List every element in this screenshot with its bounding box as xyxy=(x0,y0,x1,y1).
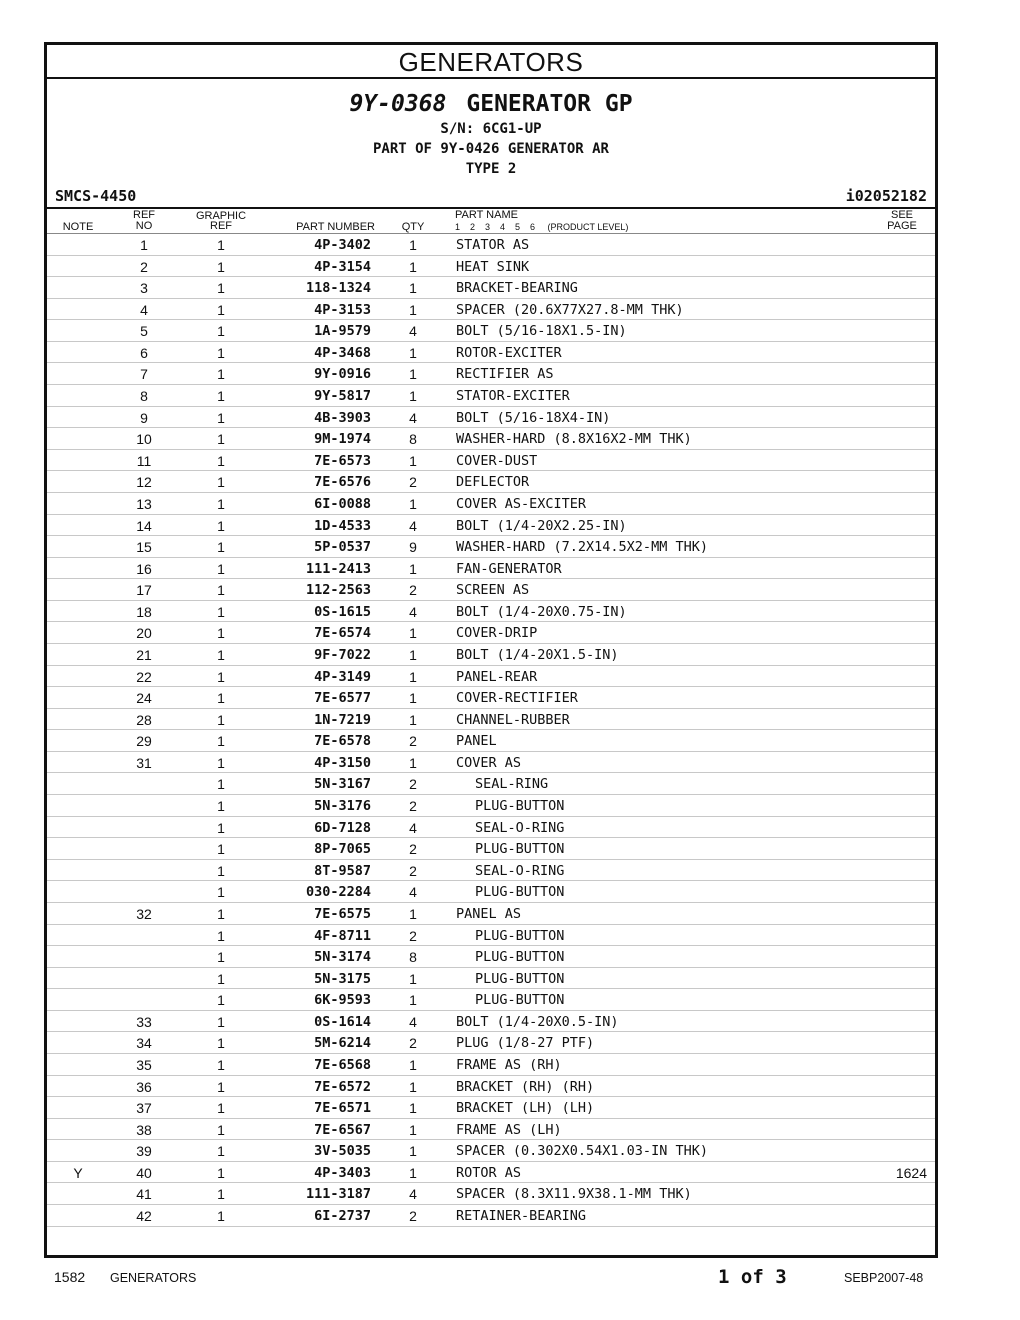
ref-number: 7 xyxy=(140,366,148,383)
part-name: PLUG-BUTTON xyxy=(475,884,565,901)
part-number: 5N-3175 xyxy=(314,970,371,987)
table-row xyxy=(47,363,935,385)
quantity: 2 xyxy=(409,927,417,944)
part-number: 5M-6214 xyxy=(314,1035,371,1052)
ref-number: 21 xyxy=(136,646,152,663)
quantity: 1 xyxy=(409,388,417,405)
table-row xyxy=(47,536,935,558)
graphic-ref: 1 xyxy=(217,237,225,253)
ref-number: 37 xyxy=(136,1100,152,1117)
table-row xyxy=(47,730,935,752)
column-header xyxy=(47,209,935,234)
col-ref-bottom: NO xyxy=(135,220,153,232)
table-row xyxy=(47,666,935,688)
part-number: 7E-6568 xyxy=(314,1056,371,1073)
quantity: 4 xyxy=(409,517,417,534)
ref-number: 31 xyxy=(136,754,152,771)
quantity: 4 xyxy=(409,603,417,620)
part-name: WASHER-HARD (8.8X16X2-MM THK) xyxy=(456,431,692,448)
part-name: BRACKET (LH) (LH) xyxy=(456,1100,595,1117)
part-name: STATOR AS xyxy=(456,237,530,253)
quantity: 1 xyxy=(409,1056,417,1073)
graphic-ref: 1 xyxy=(217,258,225,275)
col-levels: 1 2 3 4 5 6 (PRODUCT LEVEL) xyxy=(455,222,629,232)
col-qty: QTY xyxy=(401,221,425,233)
part-number: 4F-8711 xyxy=(314,927,371,944)
part-number: 1N-7219 xyxy=(314,711,371,728)
part-number: 7E-6575 xyxy=(314,905,371,922)
part-number: 8P-7065 xyxy=(314,841,371,858)
graphic-ref: 1 xyxy=(217,711,225,728)
part-number: 7E-6574 xyxy=(314,625,371,642)
quantity: 4 xyxy=(409,819,417,836)
graphic-ref: 1 xyxy=(217,366,225,383)
group-title xyxy=(47,89,935,119)
part-number: 3V-5035 xyxy=(314,1143,371,1160)
part-number: 5N-3174 xyxy=(314,949,371,966)
section-title: GENERATORS xyxy=(47,45,935,79)
quantity: 2 xyxy=(409,1035,417,1052)
col-see-top: SEE xyxy=(890,209,913,221)
graphic-ref: 1 xyxy=(217,280,225,297)
graphic-ref: 1 xyxy=(217,409,225,426)
table-row xyxy=(47,709,935,731)
table-row xyxy=(47,558,935,580)
table-row xyxy=(47,385,935,407)
graphic-ref: 1 xyxy=(217,495,225,512)
part-name: PANEL-REAR xyxy=(456,668,538,685)
part-number: 7E-6577 xyxy=(314,690,371,707)
table-row xyxy=(47,407,935,429)
graphic-ref: 1 xyxy=(217,841,225,858)
graphic-ref: 1 xyxy=(217,1035,225,1052)
part-name: FRAME AS (LH) xyxy=(456,1121,562,1138)
part-number: 0S-1615 xyxy=(314,603,371,620)
quantity: 1 xyxy=(409,1100,417,1117)
table-row xyxy=(47,752,935,774)
part-number: 1D-4533 xyxy=(314,517,371,534)
part-name: BRACKET (RH) (RH) xyxy=(456,1078,595,1095)
col-graphic-top: GRAPHIC xyxy=(195,210,247,222)
table-row xyxy=(47,1054,935,1076)
part-number: 6I-2737 xyxy=(314,1208,371,1225)
graphic-ref: 1 xyxy=(217,1121,225,1138)
part-number: 5N-3167 xyxy=(314,776,371,793)
table-row xyxy=(47,1140,935,1162)
ref-number: 4 xyxy=(140,301,148,318)
table-row xyxy=(47,601,935,623)
part-name: PANEL AS xyxy=(456,905,522,922)
table-row xyxy=(47,817,935,839)
quantity: 2 xyxy=(409,474,417,491)
table-row xyxy=(47,256,935,278)
quantity: 1 xyxy=(409,237,417,253)
table-row xyxy=(47,299,935,321)
ref-number: 16 xyxy=(136,560,152,577)
part-number: 6D-7128 xyxy=(314,819,371,836)
page-footer xyxy=(0,1266,1020,1296)
footer-page-number: 1582 xyxy=(54,1269,86,1285)
quantity: 4 xyxy=(409,1013,417,1030)
quantity: 4 xyxy=(409,323,417,340)
graphic-ref: 1 xyxy=(217,539,225,556)
graphic-ref: 1 xyxy=(217,862,225,879)
quantity: 1 xyxy=(409,1164,417,1181)
part-name: PLUG-BUTTON xyxy=(475,970,565,987)
graphic-ref: 1 xyxy=(217,582,225,599)
table-row xyxy=(47,1162,935,1184)
table-row xyxy=(47,320,935,342)
part-name: SPACER (8.3X11.9X38.1-MM THK) xyxy=(456,1186,692,1203)
part-name: BOLT (1/4-20X0.5-IN) xyxy=(456,1013,619,1030)
quantity: 2 xyxy=(409,582,417,599)
graphic-ref: 1 xyxy=(217,1143,225,1160)
table-row xyxy=(47,450,935,472)
graphic-ref: 1 xyxy=(217,560,225,577)
ref-number: 36 xyxy=(136,1078,152,1095)
ref-number: 8 xyxy=(140,388,148,405)
table-row xyxy=(47,1076,935,1098)
graphic-ref: 1 xyxy=(217,301,225,318)
graphic-ref: 1 xyxy=(217,603,225,620)
quantity: 1 xyxy=(409,366,417,383)
part-number: 9Y-0916 xyxy=(314,366,371,383)
col-ref-top: REF xyxy=(133,209,155,221)
part-number: 6K-9593 xyxy=(314,992,371,1009)
ref-number: 3 xyxy=(140,280,148,297)
quantity: 1 xyxy=(409,1121,417,1138)
part-name: COVER-DRIP xyxy=(456,625,538,642)
quantity: 2 xyxy=(409,798,417,815)
quantity: 1 xyxy=(409,646,417,663)
ref-number: 6 xyxy=(140,344,148,361)
table-row xyxy=(47,579,935,601)
table-row xyxy=(47,860,935,882)
parts-page xyxy=(44,42,938,1258)
graphic-ref: 1 xyxy=(217,798,225,815)
quantity: 1 xyxy=(409,905,417,922)
part-number: 4P-3149 xyxy=(314,668,371,685)
ref-number: 14 xyxy=(136,517,152,534)
ref-number: 22 xyxy=(136,668,152,685)
part-number: 6I-0088 xyxy=(314,495,371,512)
table-row xyxy=(47,1119,935,1141)
see-page: 1624 xyxy=(895,1164,927,1181)
quantity: 2 xyxy=(409,1208,417,1225)
ref-number: 32 xyxy=(136,905,152,922)
table-row xyxy=(47,925,935,947)
graphic-ref: 1 xyxy=(217,754,225,771)
part-number: 7E-6578 xyxy=(314,733,371,750)
table-row xyxy=(47,515,935,537)
part-name: ROTOR-EXCITER xyxy=(456,344,562,361)
table-row xyxy=(47,493,935,515)
graphic-ref: 1 xyxy=(217,949,225,966)
part-name: RECTIFIER AS xyxy=(456,366,554,383)
part-number: 4P-3468 xyxy=(314,344,371,361)
quantity: 1 xyxy=(409,495,417,512)
col-part-name: PART NAME xyxy=(455,209,518,221)
part-name: CHANNEL-RUBBER xyxy=(456,711,570,728)
graphic-ref: 1 xyxy=(217,1164,225,1181)
quantity: 4 xyxy=(409,884,417,901)
part-name: PLUG-BUTTON xyxy=(475,798,565,815)
table-row xyxy=(47,838,935,860)
ref-number: 18 xyxy=(136,603,152,620)
quantity: 4 xyxy=(409,409,417,426)
part-number: 7E-6571 xyxy=(314,1100,371,1117)
graphic-ref: 1 xyxy=(217,1208,225,1225)
ref-number: 11 xyxy=(136,452,152,469)
part-name: SEAL-RING xyxy=(475,776,549,793)
table-row xyxy=(47,968,935,990)
group-name: GENERATOR GP xyxy=(466,91,633,117)
part-name: SCREEN AS xyxy=(456,582,530,599)
ref-number: 17 xyxy=(136,582,152,599)
part-name: RETAINER-BEARING xyxy=(456,1208,587,1225)
table-row xyxy=(47,342,935,364)
table-row xyxy=(47,795,935,817)
part-number: 9M-1974 xyxy=(314,431,371,448)
table-row xyxy=(47,471,935,493)
part-number: 4P-3403 xyxy=(314,1164,371,1181)
part-name: FAN-GENERATOR xyxy=(456,560,562,577)
part-name: SPACER (0.302X0.54X1.03-IN THK) xyxy=(456,1143,708,1160)
quantity: 9 xyxy=(409,539,417,556)
table-row xyxy=(47,1032,935,1054)
graphic-ref: 1 xyxy=(217,819,225,836)
footer-section: GENERATORS xyxy=(110,1271,197,1285)
part-number: 111-3187 xyxy=(305,1186,371,1203)
col-graphic-bottom: REF xyxy=(210,220,232,232)
footer-document: SEBP2007-48 xyxy=(844,1271,924,1285)
part-name: COVER-DUST xyxy=(456,452,538,469)
graphic-ref: 1 xyxy=(217,776,225,793)
quantity: 1 xyxy=(409,690,417,707)
part-name: PLUG-BUTTON xyxy=(475,992,565,1009)
quantity: 1 xyxy=(409,970,417,987)
graphic-ref: 1 xyxy=(217,1078,225,1095)
part-of: PART OF 9Y-0426 GENERATOR AR xyxy=(372,141,609,157)
part-number: 112-2563 xyxy=(305,582,371,599)
ref-number: 15 xyxy=(136,539,152,556)
part-number: 111-2413 xyxy=(305,560,371,577)
graphic-ref: 1 xyxy=(217,388,225,405)
table-row xyxy=(47,644,935,666)
ref-number: 39 xyxy=(136,1143,152,1160)
part-name: SEAL-O-RING xyxy=(475,862,565,879)
part-name: BOLT (5/16-18X1.5-IN) xyxy=(456,323,627,340)
part-name: PLUG (1/8-27 PTF) xyxy=(456,1035,595,1052)
part-name: BOLT (1/4-20X2.25-IN) xyxy=(456,517,627,534)
table-row xyxy=(47,881,935,903)
quantity: 1 xyxy=(409,1143,417,1160)
ref-number: 13 xyxy=(136,495,152,512)
ref-number: 38 xyxy=(136,1121,152,1138)
table-row xyxy=(47,1097,935,1119)
ref-number: 33 xyxy=(136,1013,152,1030)
quantity: 1 xyxy=(409,560,417,577)
table-row xyxy=(47,428,935,450)
quantity: 2 xyxy=(409,841,417,858)
part-name: DEFLECTOR xyxy=(456,474,530,491)
quantity: 1 xyxy=(409,668,417,685)
quantity: 8 xyxy=(409,431,417,448)
quantity: 2 xyxy=(409,862,417,879)
table-row xyxy=(47,234,935,256)
ref-number: 2 xyxy=(140,258,148,275)
ref-number: 29 xyxy=(136,733,152,750)
table-row xyxy=(47,622,935,644)
graphic-ref: 1 xyxy=(217,992,225,1009)
smcs-code: SMCS-4450 xyxy=(55,187,137,205)
quantity: 1 xyxy=(409,754,417,771)
table-row xyxy=(47,1183,935,1205)
quantity: 1 xyxy=(409,711,417,728)
part-number: 4P-3154 xyxy=(314,258,371,275)
part-number: 5N-3176 xyxy=(314,798,371,815)
part-name: BOLT (1/4-20X1.5-IN) xyxy=(456,646,619,663)
ref-number: 34 xyxy=(136,1035,152,1052)
graphic-ref: 1 xyxy=(217,431,225,448)
graphic-ref: 1 xyxy=(217,646,225,663)
ref-number: 41 xyxy=(136,1186,152,1203)
type-label: TYPE 2 xyxy=(465,161,517,177)
col-note: NOTE xyxy=(62,221,94,233)
part-name: BRACKET-BEARING xyxy=(456,280,578,297)
part-name: HEAT SINK xyxy=(456,258,530,275)
table-row xyxy=(47,773,935,795)
part-number: 5P-0537 xyxy=(314,539,371,556)
part-number: 4B-3903 xyxy=(314,409,371,426)
part-number: 8T-9587 xyxy=(314,862,371,879)
part-name: PLUG-BUTTON xyxy=(475,841,565,858)
parts-table xyxy=(47,234,935,1227)
quantity: 8 xyxy=(409,949,417,966)
part-number: 7E-6573 xyxy=(314,452,371,469)
ref-number: 28 xyxy=(136,711,152,728)
ref-number: 9 xyxy=(140,409,148,426)
part-name: PLUG-BUTTON xyxy=(475,927,565,944)
part-name: FRAME AS (RH) xyxy=(456,1056,562,1073)
quantity: 2 xyxy=(409,733,417,750)
ref-number: 24 xyxy=(136,690,152,707)
graphic-ref: 1 xyxy=(217,625,225,642)
part-number: 9F-7022 xyxy=(314,646,371,663)
graphic-ref: 1 xyxy=(217,927,225,944)
illustration-id: i02052182 xyxy=(845,187,927,205)
part-name: COVER-RECTIFIER xyxy=(456,690,578,707)
group-header xyxy=(47,79,935,185)
graphic-ref: 1 xyxy=(217,474,225,491)
graphic-ref: 1 xyxy=(217,452,225,469)
ref-number: 5 xyxy=(140,323,148,340)
part-name: COVER AS-EXCITER xyxy=(456,495,587,512)
graphic-ref: 1 xyxy=(217,733,225,750)
ref-number: 40 xyxy=(136,1164,152,1181)
graphic-ref: 1 xyxy=(217,517,225,534)
quantity: 1 xyxy=(409,280,417,297)
part-number: 030-2284 xyxy=(305,884,371,901)
part-name: STATOR-EXCITER xyxy=(456,388,570,405)
graphic-ref: 1 xyxy=(217,690,225,707)
graphic-ref: 1 xyxy=(217,344,225,361)
graphic-ref: 1 xyxy=(217,884,225,901)
quantity: 1 xyxy=(409,1078,417,1095)
part-name: BOLT (1/4-20X0.75-IN) xyxy=(456,603,627,620)
serial-range: S/N: 6CG1-UP xyxy=(440,121,542,137)
part-name: ROTOR AS xyxy=(456,1164,522,1181)
col-part-number: PART NUMBER xyxy=(296,221,375,233)
ref-number: 20 xyxy=(136,625,152,642)
graphic-ref: 1 xyxy=(217,323,225,340)
part-number: 118-1324 xyxy=(305,280,371,297)
quantity: 1 xyxy=(409,301,417,318)
part-name: BOLT (5/16-18X4-IN) xyxy=(456,409,611,426)
quantity: 1 xyxy=(409,258,417,275)
quantity: 1 xyxy=(409,625,417,642)
part-name: WASHER-HARD (7.2X14.5X2-MM THK) xyxy=(456,539,708,556)
part-number: 4P-3402 xyxy=(314,237,371,253)
graphic-ref: 1 xyxy=(217,905,225,922)
part-name: COVER AS xyxy=(456,754,522,771)
part-number: 9Y-5817 xyxy=(314,388,371,405)
part-number: 4P-3153 xyxy=(314,301,371,318)
part-name: SPACER (20.6X77X27.8-MM THK) xyxy=(456,301,684,318)
part-name: PLUG-BUTTON xyxy=(475,949,565,966)
ref-number: 35 xyxy=(136,1056,152,1073)
graphic-ref: 1 xyxy=(217,1100,225,1117)
quantity: 1 xyxy=(409,452,417,469)
part-name: SEAL-O-RING xyxy=(475,819,565,836)
table-row xyxy=(47,903,935,925)
quantity: 1 xyxy=(409,344,417,361)
graphic-ref: 1 xyxy=(217,1186,225,1203)
table-row xyxy=(47,989,935,1011)
quantity: 1 xyxy=(409,992,417,1009)
part-number: 7E-6567 xyxy=(314,1121,371,1138)
col-see-bottom: PAGE xyxy=(887,220,917,232)
part-number: 0S-1614 xyxy=(314,1013,371,1030)
quantity: 2 xyxy=(409,776,417,793)
table-row xyxy=(47,687,935,709)
table-row xyxy=(47,1011,935,1033)
part-name: PANEL xyxy=(456,733,497,750)
part-number: 4P-3150 xyxy=(314,754,371,771)
graphic-ref: 1 xyxy=(217,1056,225,1073)
ref-number: 1 xyxy=(140,237,148,253)
graphic-ref: 1 xyxy=(217,1013,225,1030)
smcs-row xyxy=(47,185,935,209)
part-number: 1A-9579 xyxy=(314,323,371,340)
ref-number: 10 xyxy=(136,431,152,448)
quantity: 4 xyxy=(409,1186,417,1203)
ref-number: 42 xyxy=(136,1208,152,1225)
part-number: 7E-6576 xyxy=(314,474,371,491)
ref-number: 12 xyxy=(136,474,152,491)
group-number: 9Y-0368 xyxy=(349,91,447,117)
table-row xyxy=(47,277,935,299)
part-number: 7E-6572 xyxy=(314,1078,371,1095)
table-row xyxy=(47,946,935,968)
note-cell: Y xyxy=(73,1164,83,1181)
footer-page-of: 1 of 3 xyxy=(718,1266,787,1288)
table-row xyxy=(47,1205,935,1227)
graphic-ref: 1 xyxy=(217,970,225,987)
graphic-ref: 1 xyxy=(217,668,225,685)
